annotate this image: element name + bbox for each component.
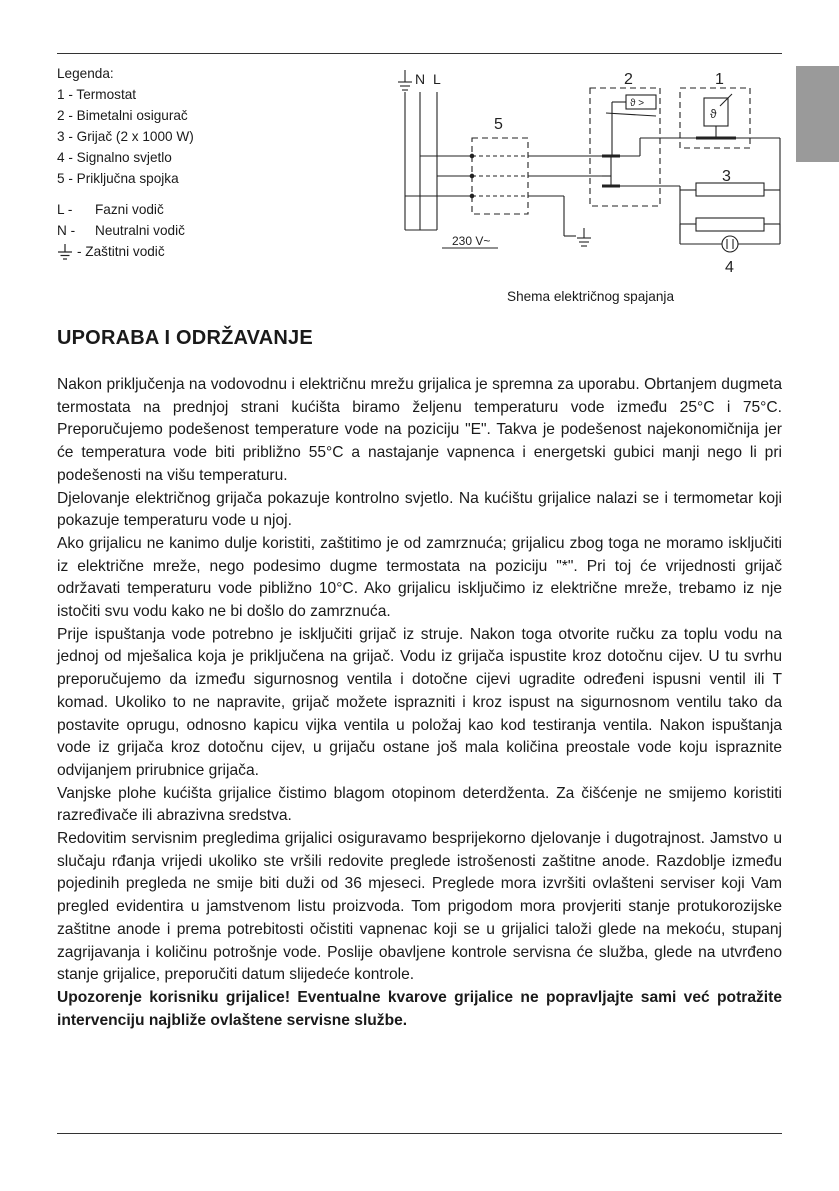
label-2: 2 <box>624 71 633 88</box>
paragraph: Nakon priključenja na vodovodnu i električnu mrežu grijalica je spremna za uporabu. Obrtanjem dugmeta termostata na prednjoj strani kućišta biramo željenu temperaturu vode između 25°C i 75°C. Preporučujemo podešenost temperature vode na poziciju "E". Takva je podešenost najekonomičnija jer će temperatura vode biti približno 55°C a nastajanje vapnenca i energetski gubici manji nego li pri podešenosti na višu temperaturu. <box>57 376 782 484</box>
legend-item: 1 - Termostat <box>57 87 137 102</box>
paragraph: Prije ispuštanja vode potrebno je isključiti grijač iz struje. Nakon toga otvorite ručku za toplu vodu na jednoj od mješalica koja je priključena na grijač. Vodu iz grijača ispustite kroz dotočnu cijev. U tu svrhu preporučujemo da između sigurnosnog ventila i dotočne cijevi ugradite određeni ispusni ventil ili T komad. Ukoliko to ne napravite, grijač možete isprazniti i kroz ispust na sigurnosnom ventilu tako da postavite oprugu, odnosno kapicu vijka ventila u položaj kao kod testiranja ventila. Nakon ispuštanja vode iz grijača kroz dotočnu cijev, u grijaču ostane još mala količina preostale vode koju ispraznite odvijanjem prirubnice grijača. <box>57 625 782 779</box>
paragraph: Ako grijalicu ne kanimo dulje koristiti, zaštitimo je od zamrznuća; grijalicu zbog toga ne moramo isključiti iz električne mreže, nego podesimo dugme termostata na poziciju "*". Pri toj će vrijednosti grijač održavati temperaturu vode pibližno 10°C. Ako grijalicu isključimo iz električne mreže, trebamo iz nje istočiti svu vodu kako ne bi došlo do zamrznuća. <box>57 534 782 621</box>
legend-item: 5 - Priključna spojka <box>57 171 179 186</box>
top-rule <box>57 53 782 54</box>
section-title: UPORABA I ODRŽAVANJE <box>57 327 313 349</box>
signal-lamp-4 <box>722 236 738 252</box>
terminal-l: L <box>433 71 441 87</box>
wiring-diagram <box>380 58 790 288</box>
paragraph: Redovitim servisnim pregledima grijalici osiguravamo besprijekorno djelovanje i dugotrajnost. Jamstvo u slučaju rđanja vrijedi ukoliko ste vršili redovite preglede istrošenosti zaštitne anode. Razdoblje između pojedinih pregleda ne smije biti duži od 36 mjeseci. Preglede mora izvršiti ovlašteni serviser koji Vam pregled evidentira u jamstvenom listu proizvoda. Tom prigodom mora provjeriti stanje protukorozijske zaštitne anode i prema potrebitosti očistiti vapnenac koji se u grijalici taloži glede na mekoću, stupanj zagrijavanja i količinu potrošnje vode. Poslije obavljene kontrole servisna će služba, glede na utvrđeno stanje grijalice, preporučiti datum slijedeće kontrole. <box>57 830 782 984</box>
label-1: 1 <box>715 71 724 88</box>
legend <box>57 63 194 262</box>
side-tab <box>796 66 839 162</box>
paragraph: Djelovanje električnog grijača pokazuje kontrolno svjetlo. Na kućištu grijalice nalazi se i termometar koji pokazuje temperaturu vode u njoj. <box>57 489 782 530</box>
ground-icon <box>57 243 73 261</box>
diagram-caption: Shema električnog spajanja <box>507 289 675 304</box>
svg-text:ϑ >: ϑ > <box>630 98 645 109</box>
legend-item: 3 - Grijač (2 x 1000 W) <box>57 129 194 144</box>
label-3: 3 <box>722 168 731 185</box>
bottom-rule <box>57 1133 782 1134</box>
terminal-n: N <box>415 71 426 87</box>
label-5: 5 <box>494 116 503 133</box>
conductor-ground: - Zaštitni vodič <box>57 241 194 262</box>
conductor-neutral: N - Neutralni vodič <box>57 223 185 238</box>
legend-item: 2 - Bimetalni osigurač <box>57 108 188 123</box>
legend-item: 4 - Signalno svjetlo <box>57 150 172 165</box>
label-4: 4 <box>725 259 734 276</box>
voltage-label: 230 V~ <box>452 234 491 248</box>
ground-icon <box>398 70 412 90</box>
svg-text:ϑ: ϑ <box>710 107 717 121</box>
ground-icon <box>577 228 591 246</box>
paragraph: Vanjske plohe kućišta grijalice čistimo blagom otopinom deterdženta. Za čišćenje ne smijemo koristiti razređivače ili abrazivna sredstva. <box>57 784 782 825</box>
warning-text: Upozorenje korisniku grijalice! Eventualne kvarove grijalice ne popravljajte sami već potražite intervenciju najbliže ovlaštene servisne službe. <box>57 988 782 1029</box>
heater-3b <box>696 218 764 231</box>
body-text <box>57 374 782 1032</box>
conductor-phase: L - Fazni vodič <box>57 202 164 217</box>
legend-title: Legenda: <box>57 66 114 81</box>
bimetal-fuse-2 <box>590 88 660 206</box>
